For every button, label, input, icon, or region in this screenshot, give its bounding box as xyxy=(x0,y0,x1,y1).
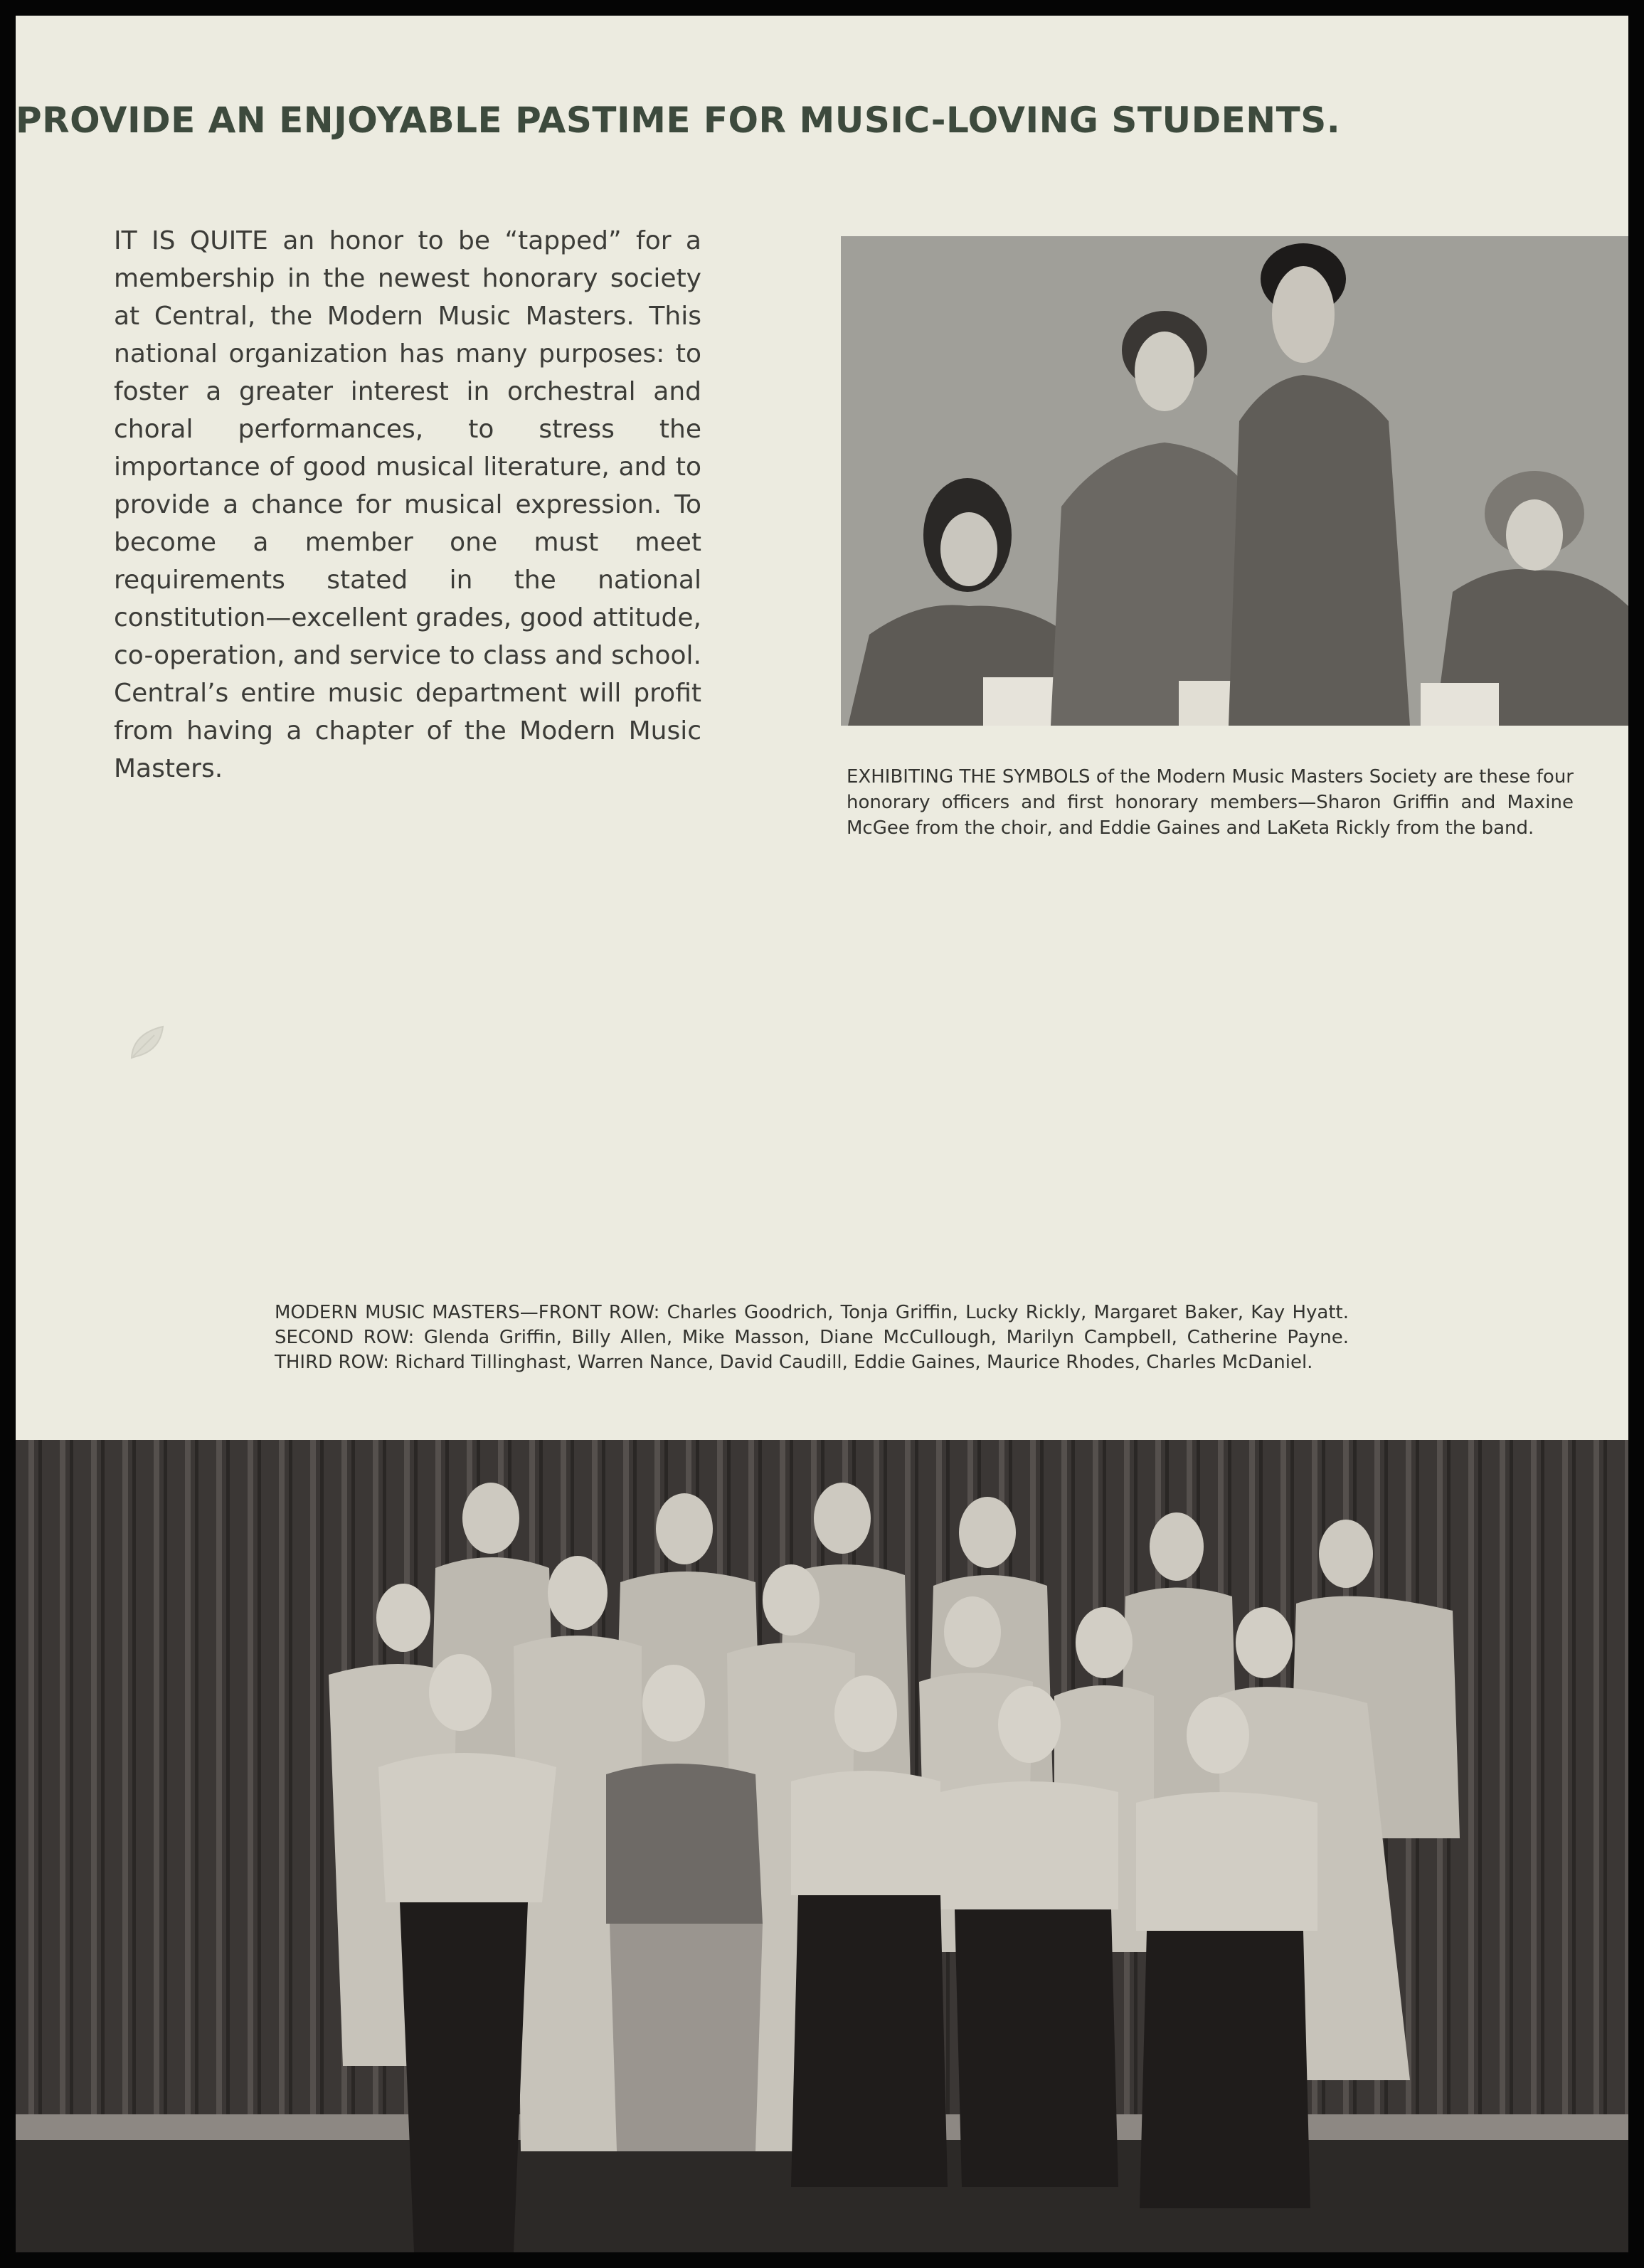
leaf-ornament-icon xyxy=(126,1021,169,1064)
group-photo xyxy=(16,1440,1628,2252)
group-photo-caption: MODERN MUSIC MASTERS—FRONT ROW: Charles Goodrich, Tonja Griffin, Lucky Rickly, Margaret Baker, Kay Hyatt. SECOND ROW: Glenda Griffin, Billy Allen, Mike Masson, Diane McCullough, Marilyn Campbell, Catherine Payne. THIRD ROW: Richard Tillinghast, Warren Nance, David Caudill, Eddie Gaines, Maurice Rhodes, Charles McDaniel. xyxy=(275,1302,1349,1373)
group-photo-illustration xyxy=(16,1440,1628,2252)
page-headline: PROVIDE AN ENJOYABLE PASTIME FOR MUSIC-LOVING STUDENTS. xyxy=(16,100,1341,141)
body-paragraph: IT IS QUITE an honor to be “tapped” for a membership in the newest honorary society at Central, the Modern Music Masters. This national organization has many purposes: to foster a greater interest in orchestral and choral performances, to stress the importance of good musical literature, and to provide a chance for musical expression. To become a member one must meet requirements stated in the national constitution—excellent grades, good attitude, co-operation, and service to class and school. Central’s entire music department will profit from having a chapter of the Modern Music Masters. xyxy=(114,226,701,783)
officers-photo-illustration xyxy=(841,236,1628,726)
officers-photo xyxy=(841,236,1628,726)
yearbook-page xyxy=(16,16,1628,2252)
officers-photo-caption: EXHIBITING THE SYMBOLS of the Modern Music Masters Society are these four honorary officers and first honorary members—Sharon Griffin and Maxine McGee from the choir, and Eddie Gaines and LaKeta Rickly from the band. xyxy=(847,766,1574,839)
